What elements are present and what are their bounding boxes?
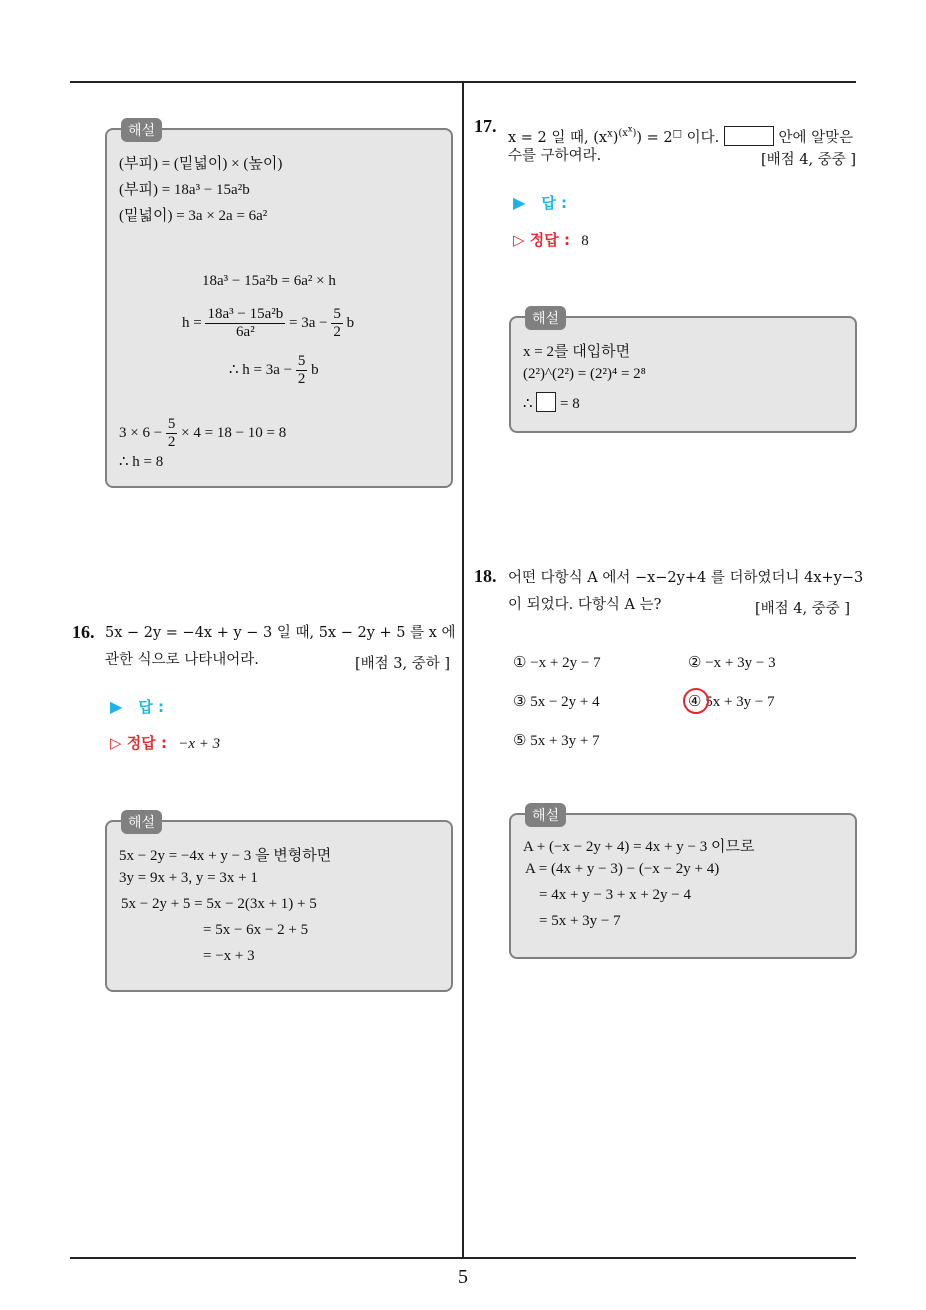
option-2[interactable]: ② −x + 3y − 3 [688, 655, 776, 671]
play-icon: ▶ [513, 193, 526, 212]
answer-blank [724, 126, 774, 146]
answer-blank [536, 392, 556, 412]
solution-fraction-line [182, 306, 354, 341]
solution-fraction-line [119, 416, 286, 451]
solution-line: 5x − 2y = −4x + y − 3 을 변형하면 [119, 848, 332, 864]
question-text: 5x − 2y = −4x + y − 3 일 때, 5x − 2y + 5 를 x 에 [105, 625, 456, 641]
solution-line: = 5x + 3y − 7 [539, 913, 621, 929]
answer-label: ▶ 답 : [110, 697, 165, 716]
play-icon: ▶ [110, 697, 123, 716]
outline-play-icon: ▷ [513, 231, 525, 249]
question-text: 수를 구하여라. [508, 148, 602, 164]
solution-line: = 5x − 6x − 2 + 5 [203, 922, 309, 938]
question-text: x = 2 일 때, $(x^x)^{(x^x)}) = 2^□$ 이다. 안에 알맞은 [508, 125, 854, 147]
solution-line: = 4x + y − 3 + x + 2y − 4 [539, 887, 692, 903]
math-expr: × 4 = 18 − 10 = 8 [181, 424, 287, 441]
fraction [296, 353, 308, 388]
fraction [205, 306, 285, 341]
math-expr: 3 × 6 − [119, 424, 163, 441]
outline-play-icon: ▷ [110, 734, 122, 752]
question-meta: [배점 4, 중중 ] [755, 601, 851, 617]
solution-line: (2²)^(2²) = (2²)⁴ = 2⁸ [523, 366, 646, 382]
solution-tag: 해설 [121, 810, 162, 834]
column-divider [462, 83, 464, 1257]
math-expr: = 3a − [289, 314, 328, 331]
solution-fraction-line [229, 353, 319, 388]
solution-line: ∴ h = 8 [119, 454, 164, 470]
fraction [331, 306, 343, 341]
option-number: ④ [688, 694, 702, 710]
correct-answer [110, 732, 220, 753]
option-5[interactable]: ⑤ 5x + 3y + 7 [513, 733, 600, 749]
solution-line: (부피) = (밑넓이) × (높이) [119, 156, 283, 172]
math-h: h = [182, 314, 202, 331]
denominator: 2 [333, 324, 341, 340]
denominator: 2 [167, 434, 176, 450]
question-number: 16. [72, 622, 95, 642]
solution-line: 3y = 9x + 3, y = 3x + 1 [119, 870, 258, 886]
question-meta: [배점 4, 중중 ] [761, 152, 857, 168]
numerator: 5 [333, 306, 341, 322]
solution-box-16 [105, 815, 453, 992]
solution-box-17 [509, 311, 857, 433]
solution-line: ∴ = 8 [523, 392, 580, 413]
solution-line: 5x − 2y + 5 = 5x − 2(3x + 1) + 5 [121, 896, 317, 912]
solution-tag: 해설 [121, 118, 162, 142]
question-text: 이 되었다. 다항식 A 는? [508, 597, 662, 613]
selected-answer-mark [683, 688, 709, 714]
solution-box-18 [509, 808, 857, 959]
option-text: 5x + 3y − 7 [705, 694, 775, 710]
question-text: 어떤 다항식 A 에서 −x−2y+4 를 더하였더니 4x+y−3 [508, 570, 864, 586]
math-expr: ∴ h = 3a − [229, 361, 293, 378]
correct-label: 정답 : [529, 231, 570, 249]
correct-value: −x + 3 [178, 736, 221, 752]
solution-line: x = 2를 대입하면 [523, 344, 631, 360]
numerator: 5 [167, 416, 176, 432]
question-text: 관한 식으로 나타내어라. [105, 652, 259, 668]
question-meta: [배점 3, 중하 ] [355, 656, 451, 672]
answer-label: ▶ 답 : [513, 193, 568, 212]
denominator: 2 [297, 371, 306, 387]
solution-box-15 [105, 123, 453, 488]
solution-line: (밑넓이) = 3a × 2a = 6a² [119, 208, 268, 224]
math-expr: b [346, 314, 355, 331]
solution-tag: 해설 [525, 306, 566, 330]
denominator: 6a² [236, 324, 255, 340]
numerator: 5 [297, 353, 306, 369]
question-number: 18. [474, 566, 497, 586]
bottom-rule [70, 1257, 856, 1259]
option-3[interactable]: ③ 5x − 2y + 4 [513, 694, 600, 710]
solution-line: 18a³ − 15a²b = 6a² × h [202, 273, 336, 289]
math-expr: b [311, 361, 319, 378]
solution-line: = −x + 3 [203, 948, 255, 964]
correct-value: 8 [581, 233, 589, 249]
numerator: 18a³ − 15a²b [207, 306, 284, 322]
correct-label: 정답 : [126, 734, 167, 752]
option-1[interactable]: ① −x + 2y − 7 [513, 655, 601, 671]
fraction [166, 416, 178, 451]
page-number: 5 [458, 1266, 468, 1288]
question-number: 17. [474, 116, 497, 136]
solution-line: A = (4x + y − 3) − (−x − 2y + 4) [525, 861, 720, 877]
solution-line: (부피) = 18a³ − 15a²b [119, 182, 250, 198]
solution-line: A + (−x − 2y + 4) = 4x + y − 3 이므로 [523, 839, 755, 855]
solution-tag: 해설 [525, 803, 566, 827]
correct-answer [513, 229, 589, 250]
